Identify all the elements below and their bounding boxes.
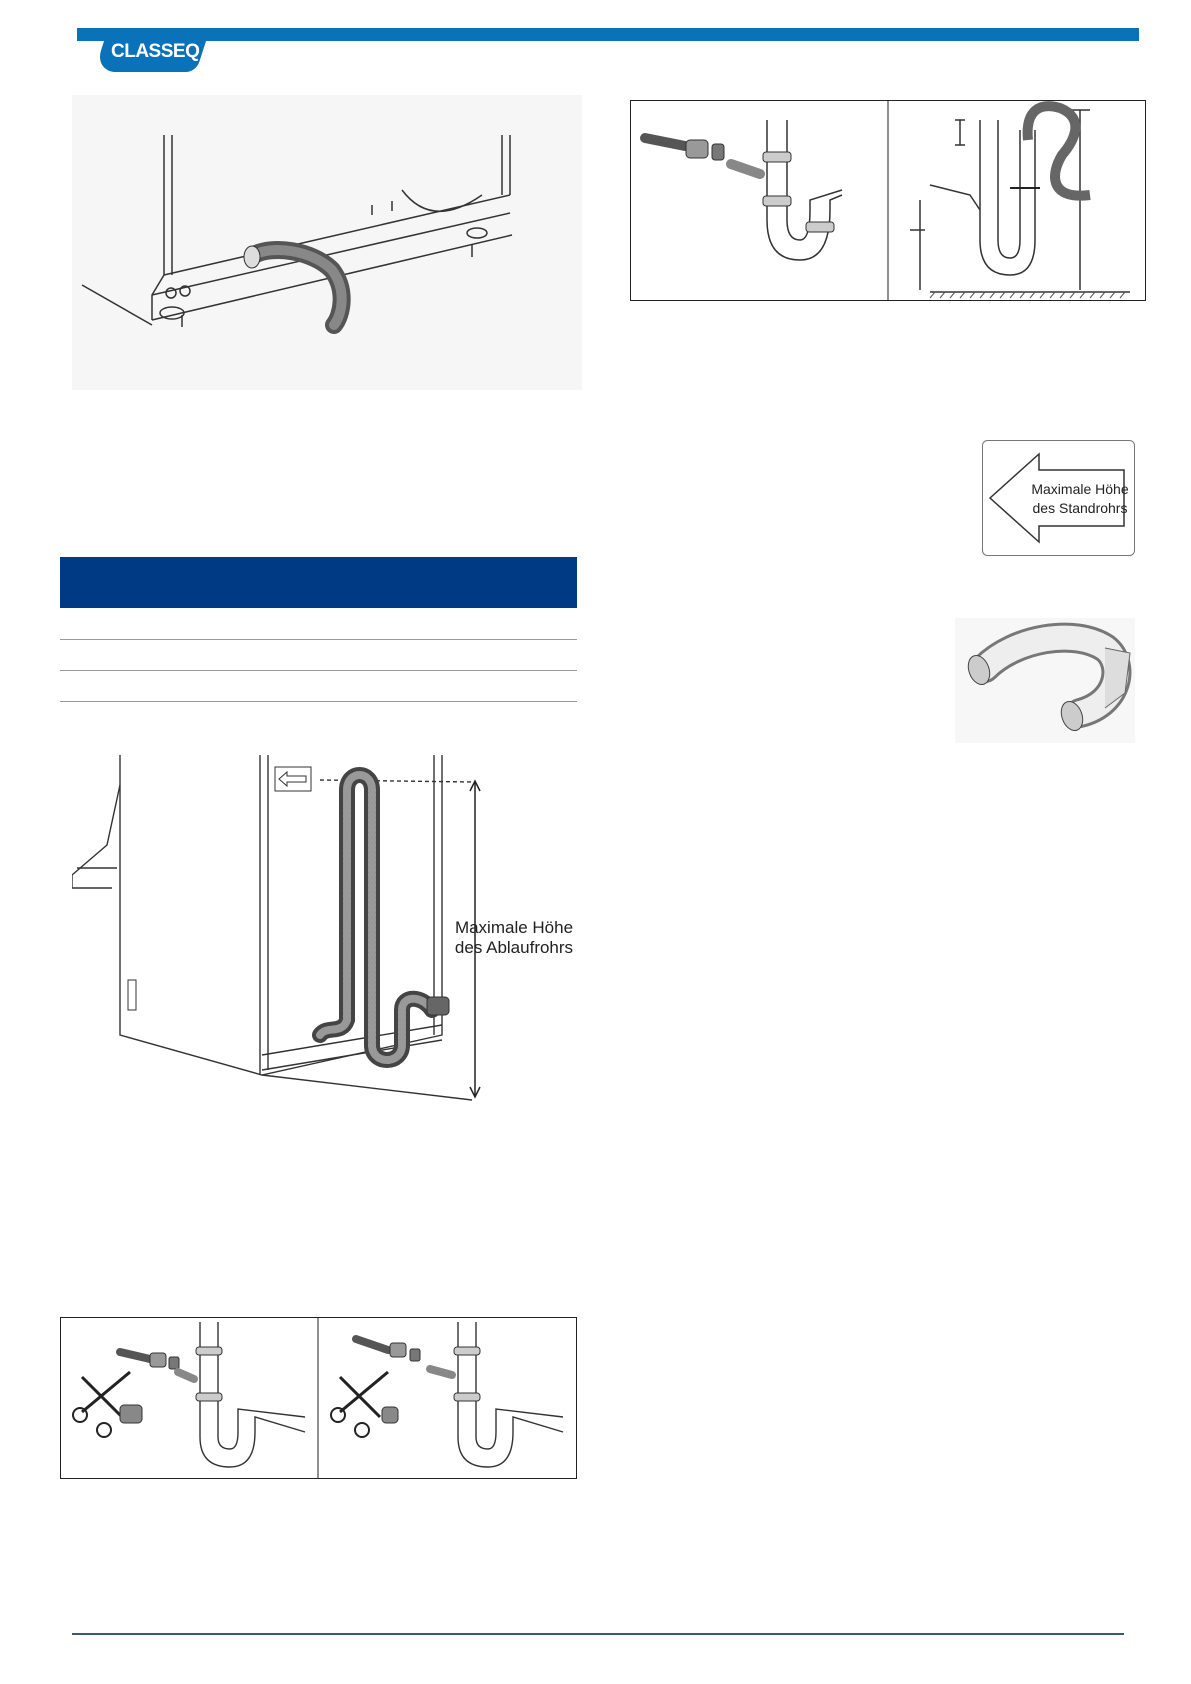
max-drain-height-figure <box>72 745 582 1105</box>
table-rule-3 <box>60 701 577 702</box>
sticker-line-1: Maximale Höhe <box>1031 481 1129 497</box>
siphon-connection-figure <box>630 100 1146 301</box>
u-bend-hose-holder-figure <box>955 618 1135 743</box>
header-bar <box>77 28 1139 41</box>
footer-rule <box>72 1633 1124 1635</box>
table-rule-1 <box>60 639 577 640</box>
hose-adapter-cutting-figure <box>60 1317 577 1479</box>
standpipe-label-line-2: des Ablaufrohrs <box>454 938 574 957</box>
section-heading-band <box>60 557 577 608</box>
table-rule-2 <box>60 670 577 671</box>
max-height-sticker-figure <box>982 440 1135 556</box>
brand-logo: CLASSEQ <box>111 41 200 62</box>
sticker-line-2: des Standrohrs <box>1032 500 1128 516</box>
machine-rear-hose-figure <box>72 95 582 390</box>
standpipe-label-line-1: Maximale Höhe <box>454 918 574 937</box>
